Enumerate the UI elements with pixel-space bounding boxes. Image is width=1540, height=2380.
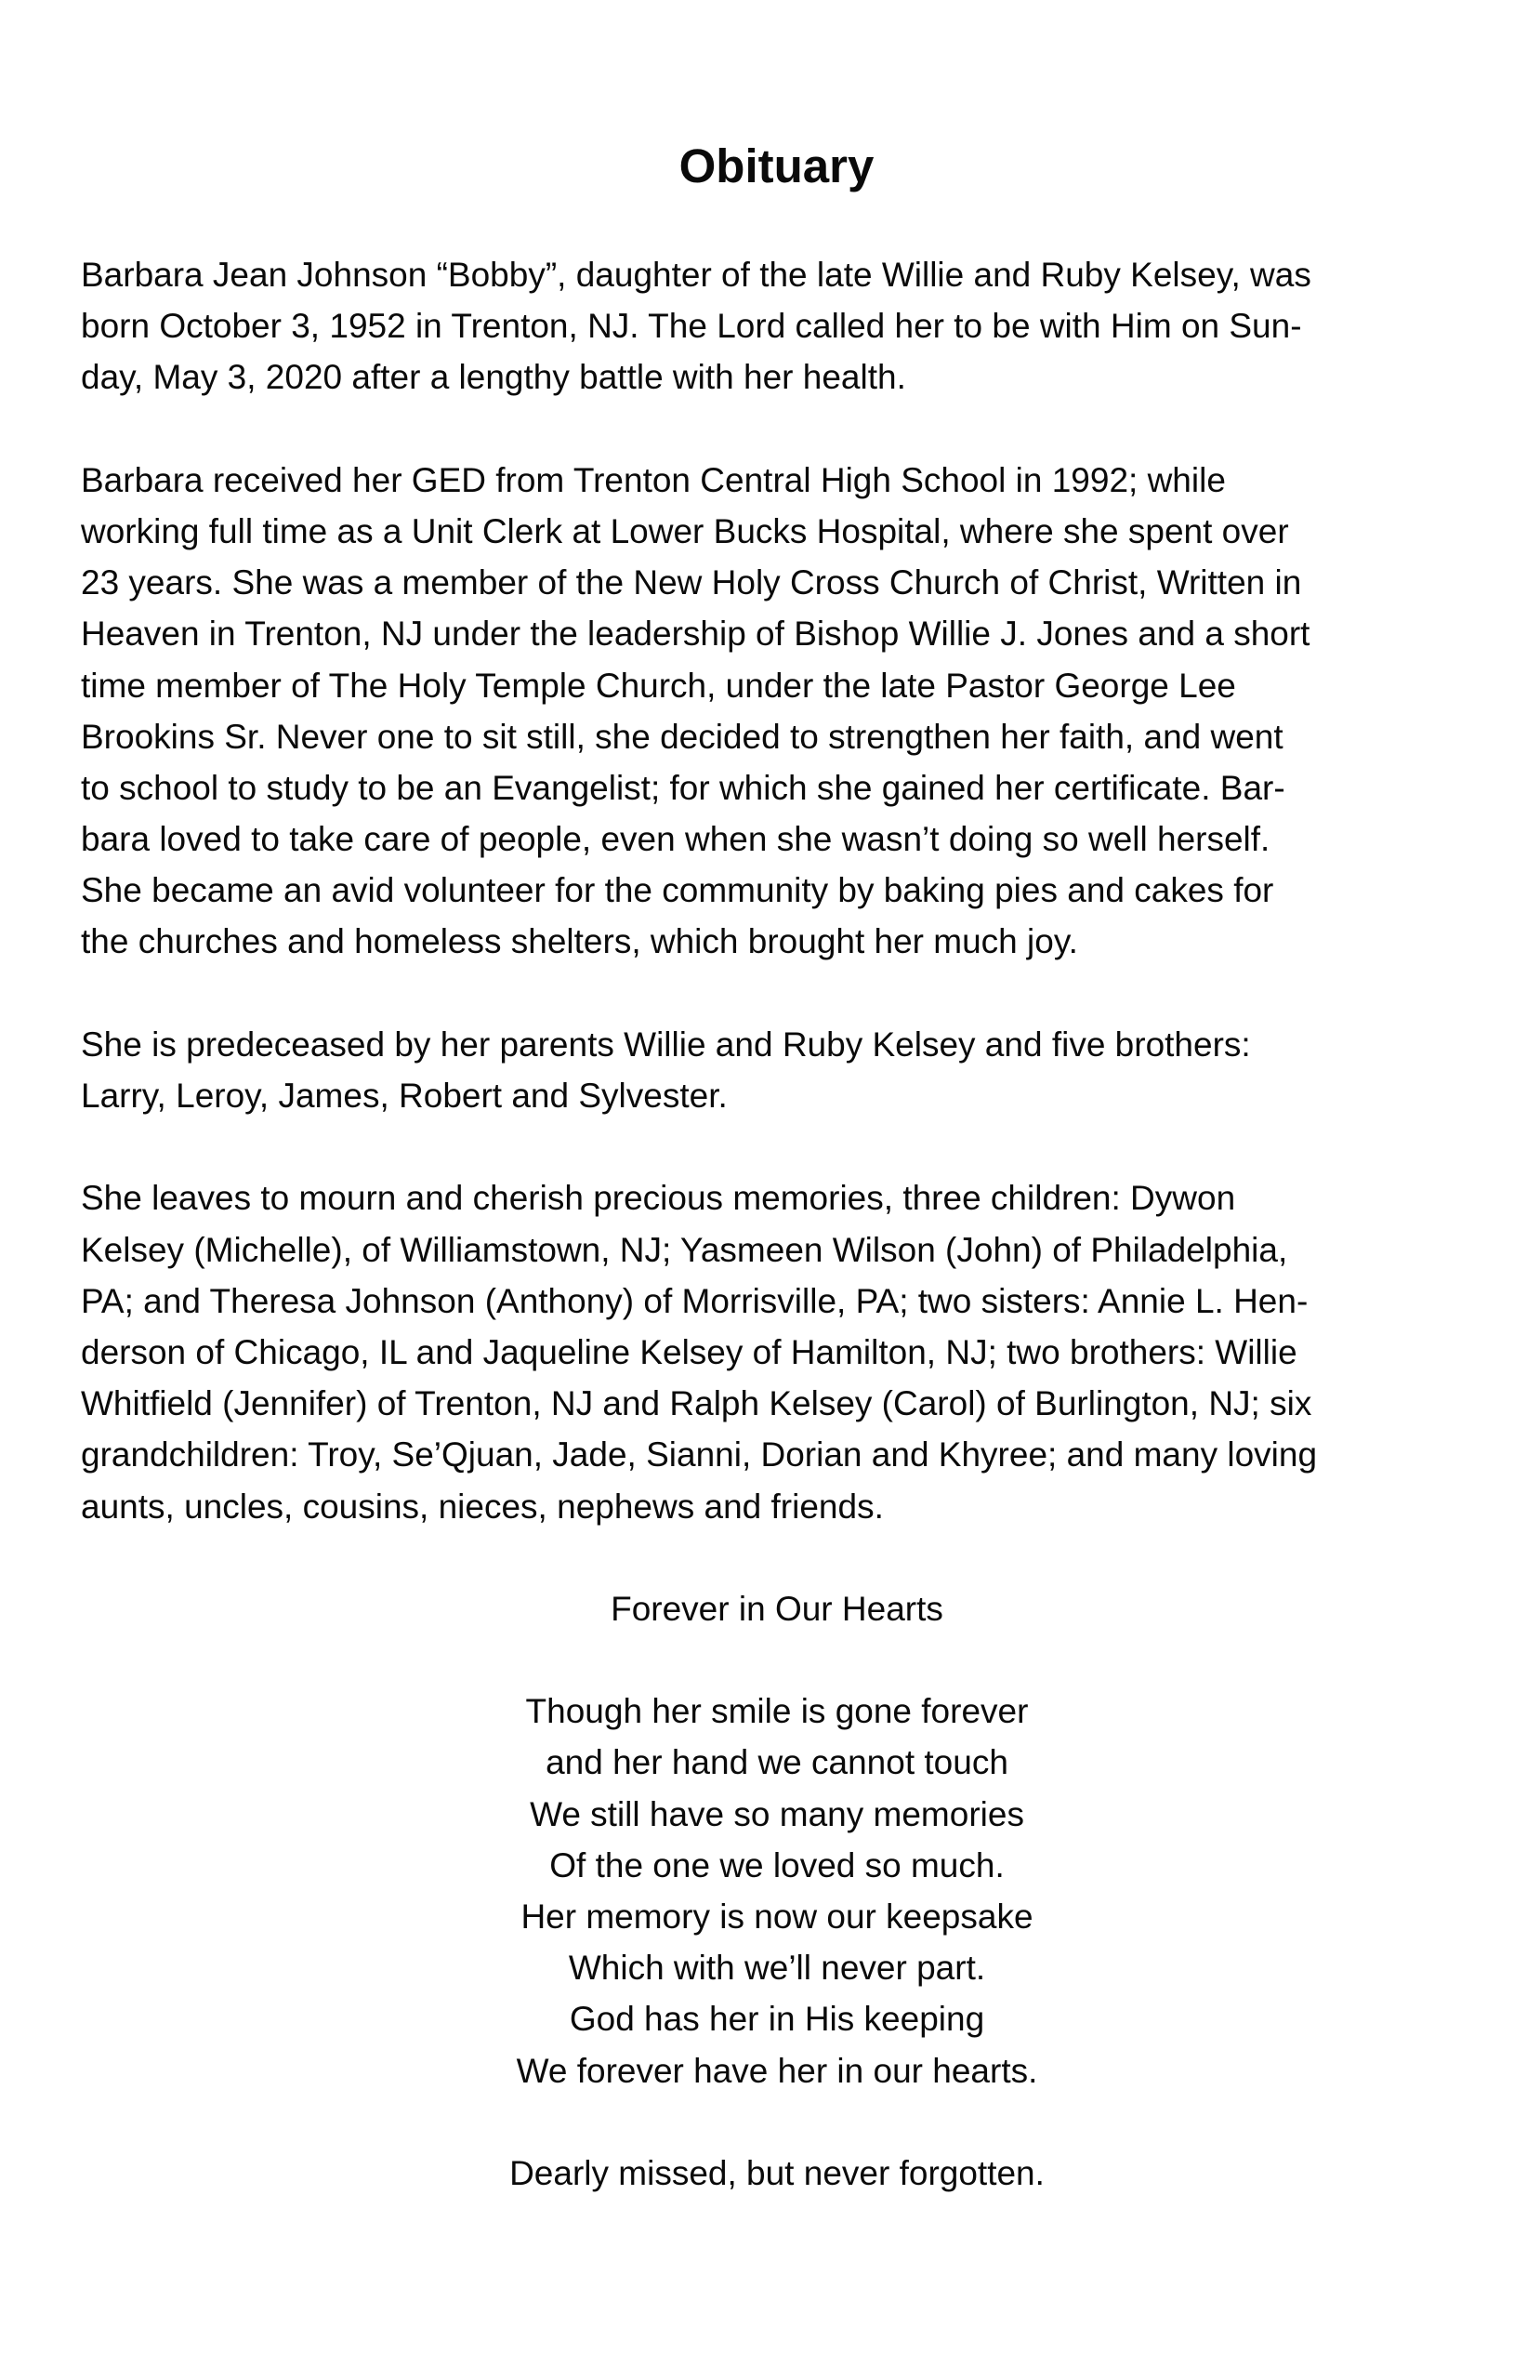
- text-line-content: time member of The Holy Temple Church, under the late Pastor George Lee: [81, 666, 1236, 705]
- obituary-body: [81, 249, 1473, 2199]
- poem-line-text: Her memory is now our keepsake: [520, 1897, 1033, 1936]
- paragraph-spacer: [81, 1532, 1473, 1583]
- text-line-content: 23 years. She was a member of the New Holy Cross Church of Christ, Written in: [81, 563, 1302, 602]
- text-line: [81, 916, 1473, 967]
- text-line: [81, 557, 1473, 608]
- text-line-content: born October 3, 1952 in Trenton, NJ. The Lord called her to be with Him on Sun-: [81, 307, 1302, 346]
- text-line: [81, 1481, 1473, 1532]
- text-line: [81, 300, 1473, 351]
- paragraph-spacer: [81, 968, 1473, 1019]
- text-line-content: day, May 3, 2020 after a lengthy battle with her health.: [81, 358, 906, 397]
- paragraph-biography-life: [81, 455, 1473, 968]
- poem-line-text: Of the one we loved so much.: [549, 1845, 1005, 1884]
- text-line-content: PA; and Theresa Johnson (Anthony) of Morrisville, PA; two sisters: Annie L. Hen-: [81, 1281, 1309, 1320]
- text-line: [81, 249, 1473, 300]
- poem-line-text: and her hand we cannot touch: [546, 1743, 1008, 1782]
- text-line-content: Barbara Jean Johnson “Bobby”, daughter of the late Willie and Ruby Kelsey, was: [81, 256, 1311, 294]
- paragraph-biography-intro: [81, 249, 1473, 403]
- text-line: [81, 1327, 1473, 1378]
- poem-line: [81, 1686, 1473, 1737]
- poem-title: [81, 1583, 1473, 1634]
- poem-line-text: We forever have her in our hearts.: [516, 2051, 1038, 2090]
- text-line: [81, 813, 1473, 865]
- paragraph-spacer: [81, 2096, 1473, 2148]
- paragraph-spacer: [81, 1634, 1473, 1686]
- text-line-content: aunts, uncles, cousins, nieces, nephews and friends.: [81, 1487, 884, 1526]
- closing-text: Dearly missed, but never forgotten.: [509, 2153, 1045, 2192]
- text-line: [81, 506, 1473, 557]
- poem-line: [81, 1942, 1473, 1993]
- paragraph-spacer: [81, 1121, 1473, 1172]
- text-line-content: She leaves to mourn and cherish precious memories, three children: Dywon: [81, 1179, 1236, 1218]
- poem-line-text: We still have so many memories: [530, 1794, 1024, 1833]
- closing-line: [81, 2148, 1473, 2199]
- poem-line: [81, 1993, 1473, 2044]
- text-line: [81, 1429, 1473, 1480]
- paragraph-predeceased: [81, 1019, 1473, 1121]
- text-line: [81, 762, 1473, 813]
- poem-line-text: Which with we’ll never part.: [568, 1949, 986, 1988]
- text-line-content: She became an avid volunteer for the community by baking pies and cakes for: [81, 871, 1274, 910]
- text-line-content: Heaven in Trenton, NJ under the leadership of Bishop Willie J. Jones and a short: [81, 615, 1310, 654]
- poem-title-text: Forever in Our Hearts: [611, 1589, 943, 1628]
- text-line: [81, 1172, 1473, 1223]
- paragraph-survivors: [81, 1172, 1473, 1531]
- text-line-content: to school to study to be an Evangelist; for which she gained her certificate. Bar-: [81, 768, 1285, 807]
- text-line: [81, 865, 1473, 916]
- text-line: [81, 1019, 1473, 1070]
- text-line: [81, 1224, 1473, 1276]
- text-line: [81, 711, 1473, 762]
- text-line: [81, 608, 1473, 659]
- paragraph-spacer: [81, 403, 1473, 455]
- text-line-content: grandchildren: Troy, Se’Qjuan, Jade, Sianni, Dorian and Khyree; and many loving: [81, 1435, 1318, 1474]
- text-line-content: the churches and homeless shelters, which brought her much joy.: [81, 922, 1078, 961]
- poem-line: [81, 1737, 1473, 1788]
- text-line: [81, 1070, 1473, 1121]
- text-line: [81, 1378, 1473, 1429]
- text-line-content: Whitfield (Jennifer) of Trenton, NJ and Ralph Kelsey (Carol) of Burlington, NJ; six: [81, 1384, 1312, 1423]
- text-line: [81, 351, 1473, 403]
- text-line-content: Barbara received her GED from Trenton Central High School in 1992; while: [81, 460, 1226, 499]
- poem-line: [81, 1891, 1473, 1942]
- text-line-content: derson of Chicago, IL and Jaqueline Kelsey of Hamilton, NJ; two brothers: Willie: [81, 1332, 1297, 1371]
- poem-line: [81, 1789, 1473, 1840]
- text-line-content: working full time as a Unit Clerk at Lower Bucks Hospital, where she spent over: [81, 511, 1289, 550]
- text-line: [81, 1276, 1473, 1327]
- text-line-content: She is predeceased by her parents Willie and Ruby Kelsey and five brothers:: [81, 1025, 1251, 1064]
- text-line-content: Larry, Leroy, James, Robert and Sylvester.: [81, 1077, 728, 1115]
- poem-line-text: Though her smile is gone forever: [525, 1692, 1029, 1731]
- text-line-content: Brookins Sr. Never one to sit still, she decided to strengthen her faith, and went: [81, 717, 1283, 756]
- text-line: [81, 455, 1473, 506]
- poem-line-text: God has her in His keeping: [569, 2000, 985, 2039]
- text-line: [81, 660, 1473, 711]
- text-line-content: Kelsey (Michelle), of Williamstown, NJ; Yasmeen Wilson (John) of Philadelphia,: [81, 1230, 1288, 1269]
- text-line-content: bara loved to take care of people, even when she wasn’t doing so well herself.: [81, 820, 1270, 859]
- poem: [81, 1686, 1473, 2096]
- poem-line: [81, 1840, 1473, 1891]
- poem-line: [81, 2045, 1473, 2096]
- page-title: Obituary: [678, 139, 875, 192]
